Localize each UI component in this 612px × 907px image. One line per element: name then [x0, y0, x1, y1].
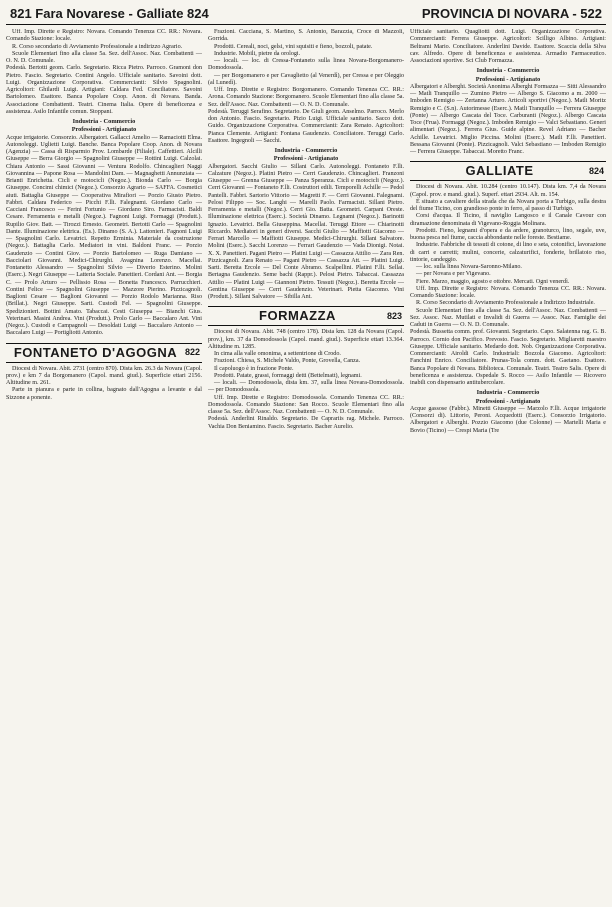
text-block: R. Corso Secondario di Avviamento Professionale a Indirizzo Industriale.	[416, 300, 595, 307]
town-heading	[6, 343, 202, 363]
text-block: — locali. — Domodossola, dista km. 37, sulla linea Novara-Domodossola. — per Domodossola.	[208, 380, 404, 394]
text-block: Uff. Imp. Dirette e Registro: Novara. Comando Tenenza CC. RR.: Novara. Comando Stazione: locale.	[6, 29, 202, 43]
section-subtitle: Professioni - Artigianato	[71, 126, 137, 134]
text-block: Corsi d'acqua. Il Ticino, il naviglio Langosco e il Canale Cavour con diramazione denominata di Vigevano-Roggia Molinara.	[410, 213, 606, 227]
column-1	[6, 29, 202, 907]
text-block: Podestà. Teruggi Serafino. Segretario. De Giuli geom. Anselmo. Parroco. Merlo don Antonio. Fascio. Segretario. Pizio Luigi. Ufficiale sanitario. Sacco dott. Guido. Organizzazione Corporativa. Commercianti: Zara Renato. Agricoltori: Pianca Clemente. Artigiani: Fontana Gaudenzio. Conciliatore. Teruggi Carlo. Esattore. Ingegnoli — Sacchi.	[208, 108, 404, 144]
text-block: È situato a cavaliere della strada che da Novara porta a Turbigo, sulla destra del fiume Ticino, con grandioso ponte in ferro, al passo di Turbigo.	[410, 198, 606, 212]
town-heading	[208, 306, 404, 326]
town-name: FONTANETO D'AGOGNA	[13, 344, 178, 360]
section-title: Industria - Commercio	[274, 147, 338, 154]
text-block: Diocesi di Novara. Abit. 10.284 (centro 10.147). Dista km. 7,4 da Novara (Capol. prov. e mand. giud.). Superf. ettari 2934. Alt. m. 154.	[410, 184, 606, 198]
town-name: FORMAZZA	[259, 308, 336, 324]
text-block: Parte in pianura e parte in collina, bagnato dall'Agogna a levante e dal Sizzone a ponente.	[6, 387, 202, 401]
text-block: Uff. Imp. Dirette e Registro: Domodossola. Comando Tenenza CC. RR.: Domodossola. Comando Stazione: San Rocco. Scuole Elementari fino alla classe 5a. Sez. dell'Assoc. Naz. Combattenti — O. N. D. Comunale.	[208, 394, 404, 415]
text-block: Uff. Imp. Dirette e Registro: Novara. Comando Tenenza CC. RR.: Novara. Comando Stazione: locale.	[410, 285, 606, 299]
text-block: Acque irrigatorie. Consorzio. Albergatori. Gallacci Amelio — Ramaciotti Elma. Autonoleggi. Uglietti Luigi. Banche. Banca Popolare Coop. Anon. di Novara (Agenzia) — Cassa di Risparmio Prov. Lombarde (Filiale). Caffettieri. Alcilli Giuseppe — Berra Giorgio — Spagnolini Giuseppe — Rottini Luigi. Calzolai. Chiara Antonio — Sassi Giovanni — Ventura Rodolfo. Chincaglieri Naggi Giovannina — Papone Rosa — Mandolini Dam. — Magnaghetti Annunziata — Brianti Enrichetta. Cicli e motocicli (Negoz.). Bionda Carlo — Borgia Giuseppe. Concimi chimici (Negoz.). Consorzio Agrario — SAFFA. Cosmetici aiuti. Battaglia Giuseppe — Cooperativa Mirafiori — Porzio Giusto Pietro. Fabbri. Caldara Federico — Picchi F.lli. Falegnami. Giordano Carlo — Cacciani Francesco — Ferini Fortunio — Giordano Siro. Farmacisti. Baldi Cesare. Ferramenta e metalli (Negoz.). Fagnoni Luigi. Formaggi (Produtt.). Rupilio Giov. Batt. — Tirozzi Ernesto. Geometri. Bertotti Carlo — Spagnolini Dante. Illuminazione elettrica. (Es.). Dinamo (S. A.). Lattonieri. Fagnoni Luigi — Spagnolini Carlo. Levatrici. Repetto Erminia. Materiale da costruzione (Negoz.). Battaglia Carlo. Mediatori in vini. Baldoni Franc. — Porzio Gaudenzio — Contini Giov. — Porzio Bartolomeo — Ruga Damiano — Bacciolari Giovanni. Medici-Chirurghi. Avagnina Lorenzo. Macellai. Fontanetto Alessandro — Spagnolini Silvio — Diverio Esterino. Molini (Eserc.). Negri Giuseppe — Latteria Sociale. Panettieri. Cordani Ant. — Borgia C. — Prolo Arturo — Pellissio Rosa — Bonetta Francesco. Parrucchieri. Contini Felice — Spagnolini Giuseppe — Mazzore Pierino. Pizzicagnoli. Baglioni Cesare — Baglioni Giovanni — Porzio Rodolo Marianna. Riso (Brillat.). Negri Giuseppe. Sarti. Custodi Fel. — Spagnolini Giuseppe. Spedizionieri. Bottini Amato. Tabaccai. Cesti Giuseppa — Bianchi Gius. Veterinari. Masini Andrea. Vini (Produtt.). Prolo Carlo — Baccalaro Ant. Vini (Negoz.). Custodi e Campagnoli — Desoldati Luigi — Baccalaro Antonio — Baccalaro Luigi — Portigliotti Antonio.	[6, 134, 202, 337]
section-subtitle: Professioni - Artigianato	[273, 155, 339, 163]
text-block: Albergatori. Sacchi Giulio — Sillani Carlo. Autonoleggi. Fontaneto F.lli. Calzature (Negoz.). Platini Pietro — Cerri Gaudenzio. Chincaglieri. Franzoni Giuseppe — Grenna Giuseppe — Panza Speranza. Cicli e motocicli (Negoz.). Cerri Giovanni — Fontaneto F.lli. Costruttori edili. Temporelli Achille — Pedol Pantelli. Fabbri. Sartorio Vittorio — Magretti F. — Cerri Giovanni. Falegnami. Pelosi Filippo — Soc. Langhi — Marelli Paolo. Farmacisti. Sillani Pietro. Ferramenta e metalli (Negoz.). Cerri Gio. Batta. Geometri. Carpani Oreste. Illuminazione elettrica (Eserc.). Società Dinamo. Legnami (Negoz.). Barinotti Ignazio. Levatrici. Bella Giuseppina. Macellai. Teruggi Ettore — Chiarinotti Riccardo. Mediatori in generi diversi. Sacchi Giulio — Maffiotti Giacomo — Ferrari Marcello — Maffiotti Giuseppe. Medici-Chirurghi. Sillani Salvatore. Molini (Eserc.). Sacchi Lorenzo — Ferrari Gaudenzio — Vada Dionigi. Notai. X. X. Panettieri. Pagani Pietro — Platini Luigi — Cassazza Attilio — Zara Ren. Pizzicagnoli. Zara Renato — Pagani Pietro — Cassazza Att. — Platini Luigi. Sarti. Beretta Ercole — Del Conte Abramo. Scalpellini. Platini F.lli. Sellai. Bertagna Gaudenzio. Seme bachi (Rappr.). Pelosi Pietro. Tabaccai. Cassazza Attilio — Platini Luigi — Giannoni Pietro. Tessuti (Negoz.). Beretta Ercole — Gentina Giuseppe — Cerri Gaudenzio. Veterinari. Pietta Giacomo. Vini (Produtt.). Sillani Salvatore — Sibilla Ant.	[208, 163, 404, 300]
town-number: 824	[588, 165, 604, 176]
section-subtitle: Professioni - Artigianato	[475, 397, 541, 405]
text-block: Diocesi di Novara. Abit. 748 (centro 178). Dista km. 128 da Novara (Capol. prov.), km. 37 da Domodossola (Capol. mand. giud.). Superficie ettari 13.364. Altitudine m. 1285.	[208, 329, 404, 350]
town-name: GALLIATE	[465, 163, 534, 179]
text-block: Albergatori e Alberghi. Società Anonima Alberghi Formazza — Sitti Alessandro — Matli Tranquillo — Zumino Pietro — Albergo S. Giacomo a m. 2000 — Imboden Remigio — Zertanna Arturo. Articoli sportivi (Negoz.). Matli Moritz Remigio e C. (S.n). Autorimesse (Eserc.). Matli Tranquillo — Ferrera Giuseppe (Ponte) — Albergo Cascata del Toce. Carburanti (Negoz.). Albergo Cascata Toce (Frua). Formaggi (Negoz.). Imboden Remigio — Valci Sebastiano. Generi alimentari (Negoz.). Ferrera Gius. Guide alpine. Revel Adriano — Bacher Achille. Levatrici. Miglio Piccina. Molini (Eserc.). Matli F.lli. Panettieri. Bessana Giovanni (Ponte). Pizzicagnoli. Valci Sebastiano — Imboden Remigio — Ferrera Giuseppe. Tabaccai. Moretto Franc.	[410, 83, 606, 155]
column-3	[410, 29, 606, 907]
header-right: PROVINCIA DI NOVARA - 522	[421, 6, 602, 21]
text-block: Fiere. Marzo, maggio, agosto e ottobre. Mercati. Ogni venerdì.	[416, 278, 570, 285]
text-block: Industrie. Mobili, pietre da orologi.	[214, 50, 301, 57]
text-block: — per Novara e per Vigevano.	[416, 271, 491, 278]
section-title: Industria - Commercio	[72, 118, 136, 125]
header-left: 821 Fara Novarese - Galliate 824	[10, 6, 209, 21]
text-block: — loc. sulla linea Novara-Saronno-Milano.	[416, 264, 522, 270]
text-block: Scuole Elementari fino alla classe 5a. Sez. dell'Assoc. Naz. Combattenti — O. N. D. Comunale.	[6, 50, 202, 64]
text-block: R. Corso secondario di Avviamento Professionale a indirizzo Agrario.	[12, 43, 183, 50]
town-number: 823	[386, 310, 402, 321]
columns	[6, 29, 606, 907]
text-block: Diocesi di Novara. Abit. 2731 (centro 870). Dista km. 26.3 da Novara (Capol. prov.) e km 7 da Borgomanero (Capol. mand. giud.). Superficie ettari 2156. Altitudine m. 261.	[6, 365, 202, 386]
text-block: Podestà. Anderlini Rinaldo. Segretario. De Caprariis rag. Michele. Parroco. Vachia Don Beniamino. Fascio. Segretario. Bacher Aurelio.	[208, 416, 404, 430]
section-title: Industria - Commercio	[476, 389, 540, 397]
text-block: — locali. — loc. di Cressa-Fontaneto sulla linea Novara-Borgomanero-Domodossola.	[208, 58, 404, 72]
running-header	[6, 4, 606, 25]
text-block: Uff. Imp. Dirette e Registro: Borgomanero. Comando Tenenza CC. RR.: Arona. Comando Stazione: Borgomanero. Scuole Elementari fino alla classe 5a. Sez. dell'Assoc. Naz. Combattenti — O. N. D. Comunale.	[208, 87, 404, 108]
text-block: Industrie. Fabbriche di tessuti di cotone, di lino e seta, cotonifici, lavorazione di carri e carretti; mulini, concerie, calzaturifici, fonderie, brillatoio riso, tintorie, candeggio.	[410, 242, 606, 263]
text-block: Frazioni. Chiesa, S. Michele Valdo, Ponte, Grovella, Canza.	[214, 358, 361, 365]
text-block: Prodotti. Patate, grassi, formaggi detti (Bettelmatt), legnami.	[214, 372, 362, 379]
text-block: — per Borgomanero e per Cavaglietto (al Venerdì), per Cressa e per Oleggio (al Lunedì).	[208, 72, 404, 86]
text-block: Prodotti. Cereali, noci, gelsi, vini squisiti e fieno, bozzoli, patate.	[214, 43, 373, 50]
text-block: Frazioni. Cacciana, S. Martino, S. Antonio, Barazzia, Croce di Mazzoli, Gorrida.	[208, 29, 404, 43]
text-block: Ufficiale sanitario. Quagliotti dott. Luigi. Organizzazione Corporativa. Commercianti: Ferrera Giuseppe. Agricoltori: Scilligo Albino. Artigiani: Beltrami Mario. Conciliatore. Anderlini Davide. Esattore. Scaccia della Silva cav. Alfredo. Opere di beneficenza e assistenza. Armadio Farmaceutico. Associazioni sportive. Sci Club Formazza.	[410, 29, 606, 64]
text-block: Scuole Elementari fino alla classe 5a. Sez. dell'Assoc. Naz. Combattenti — Sez. Assoc. Naz. Mutilati e Invalidi di Guerra — Assoc. Naz. Famiglie dei Caduti in Guerra — O. N. D. Comunale.	[410, 307, 606, 328]
text-block: Prodotti. Fieno, legnami d'opera e da ardere, granoturco, lino, segale, uve, buona pesca nel fiume, caccia abbondante nelle foreste. Bestiame.	[410, 227, 606, 241]
town-number: 822	[184, 346, 200, 357]
text-block: Podestà. Bertotti geom. Carlo. Segretario. Ricca Pietro. Parroco. Gramoni don Pietro. Fascio. Segretario. Contini Angelo. Ufficiale sanitario. Savoini dott. Luigi. Organizzazione Corporativa. Commercianti: Silvio Spagnolini. Agricoltori: Ghilardi Luigi. Artigiani: Caldara Fed. Conciliatore. Savoini Bartolomeo. Esattore. Banca Popolare Coop. Anon. di Novara. Banda. Associazione Combattenti. Teatri. Cinema Italia. Opere di beneficenza e assistenza. Asilo Infantile comun. Stoppani.	[6, 65, 202, 115]
column-2	[208, 29, 404, 907]
town-heading	[410, 161, 606, 181]
text-block: Acque gassose (Fabbr.). Minetti Giuseppe — Marzolo F.lli. Acque irrigatorie (Consorzi di). Littorio, Peroni. Acquedotti (Eserc.). Consorzio Irrigatorio. Albergatori e Alberghi. Pozzio Giacomo (due Colonne) — Martelli Maria e Bovio (Ticino) — Crespi Maria (Tre	[410, 405, 606, 434]
section-title: Industria - Commercio	[476, 67, 540, 75]
text-block: Il capoluogo è in frazione Ponte.	[214, 365, 294, 372]
section-subtitle: Professioni - Artigianato	[475, 75, 541, 83]
text-block: In cima alla valle omonima, a settentrione di Crodo.	[214, 351, 341, 357]
text-block: Podestà. Bussetta comm. prof. Giovanni. Segretario. Capo. Salatenna rag. G. B. Parroco. Cornio don Pacifico. Prevosto. Fascio. Segretario. Migliaretti maestro Giuseppe. Ufficiale sanitario. Medardo dott. Nob. Organizzazione Corporativa. Commercianti: Airoldi Carlo. Industriali: Bozzola Giacomo. Agricoltori: Fanchini Enrico. Conciliatore. Prunas-Tola comm. dott. Gaetano. Esattore. Banca Popolare di Novara. Biblioteca. Comunale. Teatri. Teatro Salis. Opere di beneficenza e assistenza. Ospedale S. Rocco — Asilo Infantile — Ricovero inabili con dispensario antitubercolare.	[410, 329, 606, 386]
